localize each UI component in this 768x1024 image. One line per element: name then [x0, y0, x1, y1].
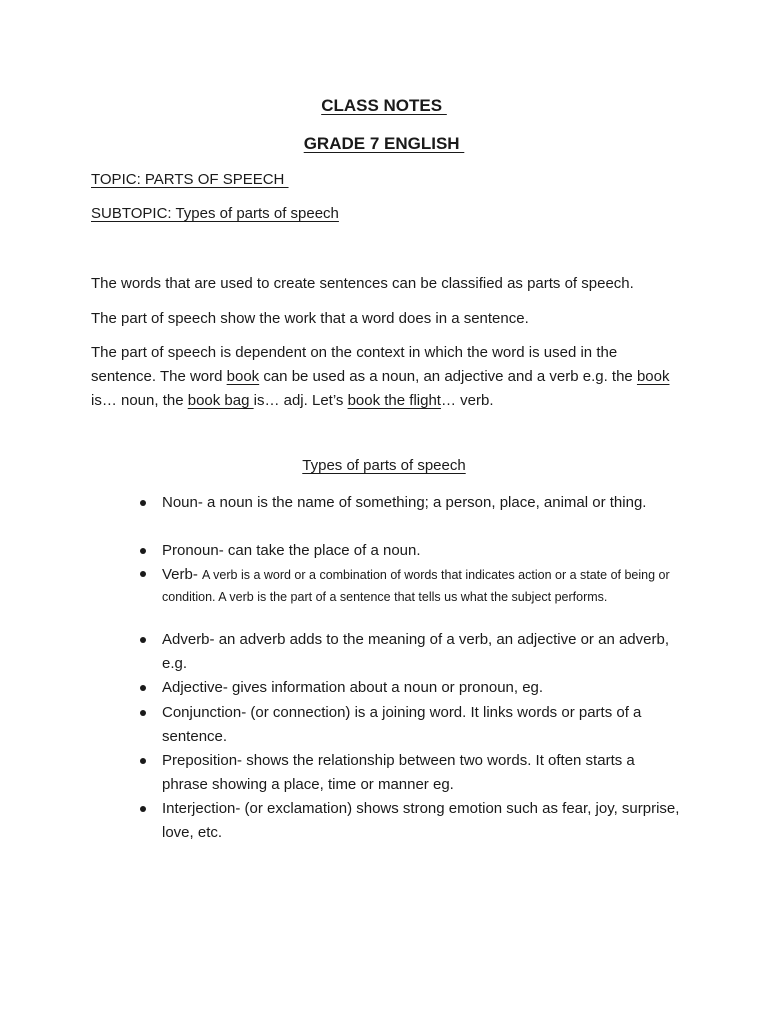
list-item-text: Adverb- an adverb adds to the meaning of a verb, an adjective or an adverb, e.g.: [162, 631, 669, 672]
paragraph-context-text: is… noun, the: [91, 392, 188, 409]
list-item-text-small: A verb is a word or a combination of words that indicates action or a state of being or condition. A verb is the part of a sentence that tells us what the subject performs.: [162, 568, 670, 604]
bullet-icon: [140, 685, 146, 691]
underlined-phrase-book-bag: book bag: [187, 392, 254, 409]
list-item-preposition: [162, 749, 682, 797]
list-item-pronoun: [162, 539, 682, 563]
types-heading: Types of parts of speech: [302, 457, 466, 474]
bullet-icon: [140, 571, 146, 577]
paragraph-context: [91, 341, 681, 413]
list-item-text: Preposition- shows the relationship between two words. It often starts a phrase showing a place, time or manner eg.: [162, 752, 635, 793]
paragraph-context-text: can be used as a noun, an adjective and a verb e.g. the: [259, 368, 637, 385]
bullet-icon: [140, 710, 146, 716]
subtopic-line: SUBTOPIC: Types of parts of speech: [91, 205, 339, 222]
document-title: CLASS NOTES: [321, 96, 447, 115]
paragraph-intro: The words that are used to create sentences can be classified as parts of speech.: [91, 275, 634, 292]
bullet-icon: [140, 500, 146, 506]
list-item-text: Noun- a noun is the name of something; a person, place, animal or thing.: [162, 494, 647, 511]
list-item-adverb: [162, 628, 682, 676]
list-item-lead: Verb-: [162, 566, 203, 583]
list-item-text: Interjection- (or exclamation) shows strong emotion such as fear, joy, surprise, love, etc.: [162, 800, 680, 841]
underlined-word-book: book: [226, 368, 260, 385]
underlined-word-book: book: [636, 368, 670, 385]
bullet-icon: [140, 548, 146, 554]
list-item-noun: [162, 491, 682, 515]
paragraph-context-text: is… adj. Let’s: [253, 392, 348, 409]
list-item-text: Pronoun- can take the place of a noun.: [162, 542, 421, 559]
list-item-interjection: [162, 797, 682, 845]
bullet-icon: [140, 806, 146, 812]
paragraph-context-text: … verb.: [440, 392, 494, 409]
paragraph-function: The part of speech show the work that a word does in a sentence.: [91, 310, 529, 327]
underlined-phrase-book-the-flight: book the flight: [347, 392, 441, 409]
list-item-verb: [162, 564, 682, 608]
list-item-conjunction: [162, 701, 682, 749]
document-subtitle: GRADE 7 ENGLISH: [303, 134, 465, 153]
bullet-icon: [140, 637, 146, 643]
list-item-text: Conjunction- (or connection) is a joining word. It links words or parts of a sentence.: [162, 704, 642, 745]
bullet-icon: [140, 758, 146, 764]
paragraph-context-text: The part of speech is dependent on the context in which the word is used in the sentence. The word: [91, 344, 618, 385]
list-item-text: Adjective- gives information about a noun or pronoun, eg.: [162, 679, 544, 696]
list-item-adjective: [162, 676, 682, 700]
topic-line: TOPIC: PARTS OF SPEECH: [91, 171, 289, 188]
